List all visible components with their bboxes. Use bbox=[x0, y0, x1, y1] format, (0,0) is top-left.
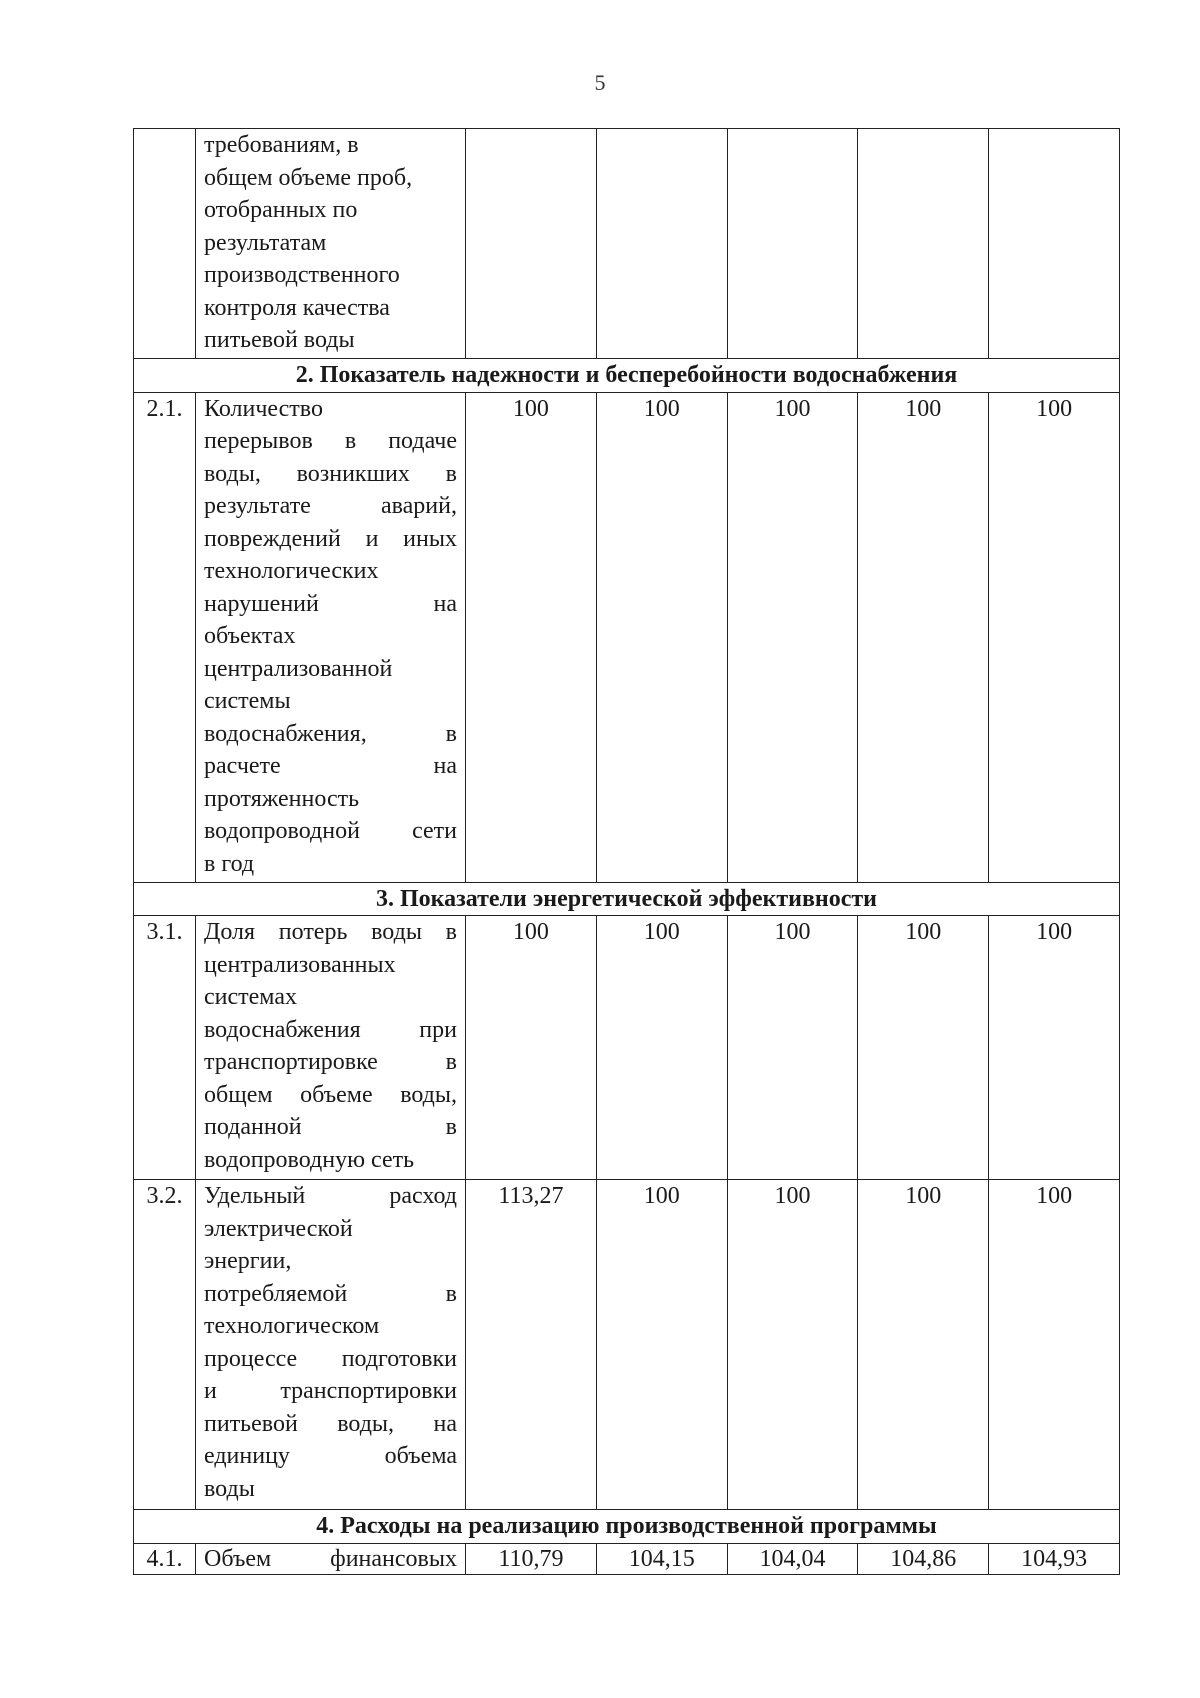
text-line: водоснабжения при bbox=[204, 1016, 457, 1043]
text-line: централизованных bbox=[204, 951, 396, 978]
text-line: технологических bbox=[204, 558, 379, 584]
text-line: единицу объема bbox=[204, 1443, 457, 1469]
value-cell: 100 bbox=[989, 1180, 1120, 1510]
value-cell: 100 bbox=[466, 392, 597, 882]
row-number: 3.2. bbox=[134, 1180, 196, 1510]
cell-number bbox=[134, 129, 196, 359]
section-title: 3. Показатели энергетической эффективности bbox=[134, 882, 1120, 916]
indicator-name-cell bbox=[196, 1180, 466, 1510]
value-cell: 104,93 bbox=[989, 1543, 1120, 1574]
text-line: контроля качества bbox=[204, 294, 390, 321]
value-cell: 100 bbox=[466, 916, 597, 1180]
text-line: системах bbox=[204, 984, 297, 1010]
value-cell: 100 bbox=[596, 1180, 727, 1510]
text-line: водопроводной сети bbox=[204, 818, 457, 844]
row-number: 3.1. bbox=[134, 916, 196, 1180]
text-line: Объем финансовых bbox=[204, 1545, 457, 1572]
table-row bbox=[134, 916, 1120, 1180]
value-cell bbox=[727, 129, 858, 359]
value-cell: 100 bbox=[727, 1180, 858, 1510]
text-line: Доля потерь воды в bbox=[204, 919, 457, 945]
row-number: 4.1. bbox=[134, 1543, 196, 1574]
indicator-name-cell bbox=[196, 129, 466, 359]
value-cell bbox=[989, 129, 1120, 359]
text-line: общем объеме воды, bbox=[204, 1081, 457, 1108]
value-cell: 104,15 bbox=[596, 1543, 727, 1574]
text-line: системы bbox=[204, 688, 291, 714]
text-line: результате аварий, bbox=[204, 493, 457, 519]
text-line: централизованной bbox=[204, 655, 393, 682]
value-cell: 110,79 bbox=[466, 1543, 597, 1574]
value-cell: 100 bbox=[989, 392, 1120, 882]
section-title: 4. Расходы на реализацию производственной программы bbox=[134, 1510, 1120, 1544]
table-row bbox=[134, 392, 1120, 882]
row-number: 2.1. bbox=[134, 392, 196, 882]
text-line: водопроводную сеть bbox=[204, 1146, 415, 1173]
text-line: нарушений на bbox=[204, 590, 457, 617]
text-line: питьевой воды, на bbox=[204, 1410, 457, 1437]
value-cell: 104,86 bbox=[858, 1543, 989, 1574]
value-cell: 100 bbox=[989, 916, 1120, 1180]
value-cell: 100 bbox=[858, 1180, 989, 1510]
text-line: перерывов в подаче bbox=[204, 428, 457, 454]
text-line: общем объеме проб, bbox=[204, 164, 413, 191]
text-line: Количество bbox=[204, 395, 323, 422]
text-line: питьевой воды bbox=[204, 327, 355, 353]
text-line: воды, возникших в bbox=[204, 460, 457, 487]
value-cell: 100 bbox=[596, 392, 727, 882]
text-line: технологическом bbox=[204, 1313, 380, 1339]
indicators-table bbox=[133, 128, 1120, 1575]
text-line: энергии, bbox=[204, 1248, 292, 1274]
indicator-name-cell bbox=[196, 392, 466, 882]
text-line: и транспортировки bbox=[204, 1378, 457, 1404]
table-row bbox=[134, 1543, 1120, 1574]
section-header-row bbox=[134, 359, 1120, 393]
text-line: требованиям, в bbox=[204, 132, 359, 158]
value-cell: 113,27 bbox=[466, 1180, 597, 1510]
text-line: протяженность bbox=[204, 785, 360, 812]
value-cell: 100 bbox=[727, 392, 858, 882]
text-line: процессе подготовки bbox=[204, 1345, 457, 1372]
text-line: электрической bbox=[204, 1215, 353, 1242]
table-row bbox=[134, 1180, 1120, 1510]
value-cell bbox=[596, 129, 727, 359]
text-line: производственного bbox=[204, 262, 400, 288]
value-cell: 100 bbox=[858, 916, 989, 1180]
section-header-row bbox=[134, 882, 1120, 916]
value-cell bbox=[858, 129, 989, 359]
text-line: потребляемой в bbox=[204, 1280, 457, 1307]
text-line: Удельный расход bbox=[204, 1183, 457, 1209]
indicator-name-cell bbox=[196, 1543, 466, 1574]
table-row-continued bbox=[134, 129, 1120, 359]
value-cell: 100 bbox=[596, 916, 727, 1180]
text-line: поданной в bbox=[204, 1114, 457, 1140]
text-line: воды bbox=[204, 1475, 255, 1502]
text-line: в год bbox=[204, 850, 255, 877]
value-cell: 100 bbox=[727, 916, 858, 1180]
text-line: расчете на bbox=[204, 753, 457, 779]
text-line: объектах bbox=[204, 623, 296, 649]
value-cell: 100 bbox=[858, 392, 989, 882]
section-title: 2. Показатель надежности и бесперебойности водоснабжения bbox=[134, 359, 1120, 393]
value-cell: 104,04 bbox=[727, 1543, 858, 1574]
text-line: транспортировке в bbox=[204, 1049, 457, 1075]
text-line: результатам bbox=[204, 229, 327, 256]
text-line: водоснабжения, в bbox=[204, 720, 457, 747]
text-line: повреждений и иных bbox=[204, 525, 457, 552]
indicator-name-cell bbox=[196, 916, 466, 1180]
section-header-row bbox=[134, 1510, 1120, 1544]
text-line: отобранных по bbox=[204, 197, 358, 223]
value-cell bbox=[466, 129, 597, 359]
page-number: 5 bbox=[594, 70, 606, 95]
